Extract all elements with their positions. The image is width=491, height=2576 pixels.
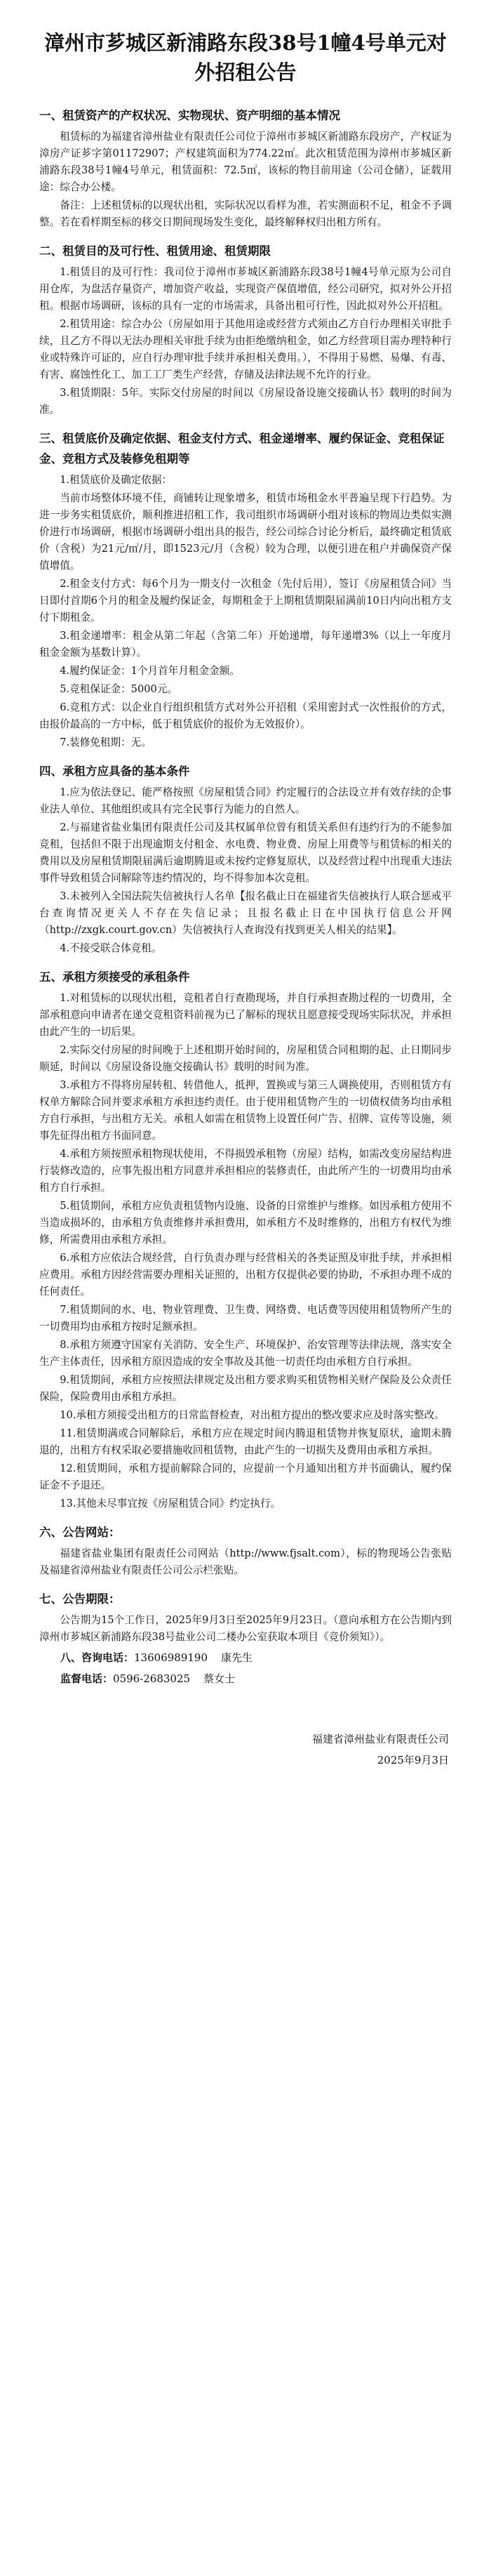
section-paragraph: 7.租赁期间的水、电、物业管理费、卫生费、网络费、电话费等因使用租赁物所产生的一切费用均由承租方按时足额承担。 [39, 1304, 452, 1333]
section-paragraph: 1.应为依法登记、能严格按照《房屋租赁合同》约定履行的合法设立并有效存续的企事业法人单位、其他组织或具有完全民事行为能力的自然人。 [39, 786, 452, 815]
section-paragraph: 公告期为15个工作日，2025年9月3日至2025年9月23日。（意向承租方在公告期内到漳州市芗城区新浦路东段38号盐业公司二楼办公室获取本项目《竞价须知》）。 [39, 1614, 452, 1643]
section-heading: 四、承租方应具备的基本条件 [39, 765, 190, 778]
section-paragraph: 2.租金支付方式：每6个月为一期支付一次租金（先付后用），签订《房屋租赁合同》当日即付首期6个月的租金及履约保证金，每期租金于上期租赁期限届满前10日内向出租方支付下期租金。 [39, 578, 452, 623]
contact-label: 八、咨询电话： [60, 1651, 135, 1664]
section-heading: 二、租赁目的及可行性、租赁用途、租赁期限 [39, 244, 271, 258]
section-paragraph: 2.租赁用途：综合办公（房屋如用于其他用途或经营方式须由乙方自行办理相关审批手续，且乙方不得以无法办理相关审批手续为由拒绝缴纳租金，如乙方经营项目需办理特种行业或特殊许可证的，应自行办理审批手续并承担相关费用。），不得用于易燃、易爆、有毒、有害、腐蚀性化工、加工工厂类生产经营，存储及法律法规不允许的行业。 [39, 318, 452, 381]
section-heading: 三、租赁底价及确定依据、租金支付方式、租金递增率、履约保证金、竞租保证金、竞租方式及装修免租期等 [39, 432, 445, 465]
section-paragraph: 2.与福建省盐业集团有限责任公司及其权属单位曾有租赁关系但有违约行为的不能参加竞租，包括但不限于出现逾期支付租金、水电费、物业费、房屋上用费等与租赁标的相关的费用以及房屋租赁期限届满后逾期腾退或未按约定修复原状，以及经营过程中出现重大违法事件导致租赁合同解除等违约情况的，均不得参加本次竞租。 [39, 821, 452, 884]
section-paragraph: 备注：上述租赁标的以现状出租，实际状况以看样为准，若实测面积不足，租金不予调整。若在看样期至标的移交日期间现场发生变化，最终解释权归出租方所有。 [39, 199, 452, 228]
contact-number: 13606989190 [134, 1651, 208, 1664]
contact-person: 蔡女士 [203, 1672, 236, 1685]
section-paragraph: 11.租赁期满或合同解除后，承租方应在规定时间内腾退租赁物并恢复原状，逾期未腾退的，出租方有权采取必要措施收回租赁物，由此产生的一切损失及费用由承租方承担。 [39, 1427, 452, 1456]
section-paragraph: 9.租赁期间，承租方应按照法律规定及出租方要求购买租赁物相关财产保险及公众责任保险，保险费用由承租方承担。 [39, 1374, 452, 1403]
section-paragraph: 租赁标的为福建省漳州盐业有限责任公司位于漳州市芗城区新浦路东段房产，产权证为漳房产证芗字第01172907；产权建筑面积为774.22㎡。此次租赁范围为漳州市芗城区新浦路东段38号1幢4号单元，租赁面积：72.5㎡，该标的物目前用途（公司仓储），证载用途：综合办公楼。 [39, 131, 452, 193]
section-paragraph: 8.承租方须遵守国家有关消防、安全生产、环境保护、治安管理等法律法规，落实安全生产主体责任，因承租方原因造成的安全事故及其他一切责任均由承租方自行承担。 [39, 1339, 452, 1368]
section-paragraph: 福建省盐业集团有限责任公司网站（http://www.fjsalt.com），标的物现场公告张贴及福建省漳州盐业有限责任公司公示栏张贴。 [39, 1547, 452, 1576]
section-paragraph: 1.对租赁标的以现状出租，竞租者自行查勘现场，并自行承担查勘过程的一切费用，全部承租意向申请者在递交竞租资料前视为已了解标的现状且愿意接受现场实际状况，并承担由此产生的一切后果。 [39, 992, 452, 1038]
section-paragraph: 10.承租方须接受出租方的日常监督检查，对出租方提出的整改要求应及时落实整改。 [60, 1409, 445, 1421]
section-paragraph: 13.其他未尽事宜按《房屋租赁合同》约定执行。 [60, 1498, 281, 1510]
contact-line [39, 1668, 452, 1689]
section-6 [39, 1522, 452, 1579]
signature-block [39, 1729, 452, 1771]
section-paragraph: 当前市场整体环境不佳，商铺转让现象增多，租赁市场租金水平普遍呈现下行趋势。为进一步务实租赁底价，顺利推进招租工作，我司组织市场调研小组对该标的物周边类似实测价进行市场调研，根据市场调研小组出具的报告，经公司综合讨论分析后，最终确定租赁底价（含税）为21元/㎡/月，即1523元/月（含税）较为合理，以便引进在租户并确保资产保值增值。 [39, 492, 452, 572]
section-heading: 六、公告网站： [39, 1526, 121, 1539]
section-paragraph: 1.租赁目的及可行性：我司位于漳州市芗城区新浦路东段38号1幢4号单元原为公司自用仓库，为盘活存量资产，增加资产收益，实现资产保值增值，经公司研究，拟对外公开招租。根据市场调研，该标的具有一定的市场需求，具备出租可行性，因此拟对外公开招租。 [39, 266, 452, 312]
section-7 [39, 1589, 452, 1646]
signature-company: 福建省漳州盐业有限责任公司 [311, 1733, 449, 1745]
section-paragraph: 3.承租方不得将房屋转租、转借他人，抵押，置换或与第三人调换使用，否则租赁方有权单方解除合同并要求承租方承担违约责任。由于使用租赁物产生的一切债权债务均由承租方自行承担，与出租方无关。承租人如需在租赁物上设置任何广告、招牌、宣传等设施，须事先征得出租方书面同意。 [39, 1079, 452, 1142]
signature-date: 2025年9月3日 [377, 1754, 449, 1766]
section-paragraph: 4.承租方须按照承租物现状使用，不得损毁承租物（房屋）结构，如需改变房屋结构进行装修改造的，应事先报出租方同意并承担相应的装修责任，由此所产生的一切费用均由承租方自行承担。 [39, 1148, 452, 1194]
section-heading: 五、承租方须接受的承租条件 [39, 970, 190, 984]
section-1 [39, 105, 452, 231]
section-paragraph: 3.租赁期限：5年。实际交付房屋的时间以《房屋设备设施交接确认书》载明的时间为准。 [39, 387, 452, 416]
contact-label: 监督电话： [60, 1672, 114, 1685]
section-heading: 一、租赁资产的产权状况、实物现状、资产明细的基本情况 [39, 109, 340, 122]
contact-block [39, 1647, 452, 1689]
contact-number: 0596-2683025 [113, 1672, 191, 1685]
section-3 [39, 428, 452, 751]
section-paragraph: 7.装修免租期：无。 [60, 737, 152, 748]
section-2 [39, 241, 452, 418]
contact-gap [190, 1672, 203, 1685]
section-5 [39, 967, 452, 1512]
section-paragraph: 2.实际交付房屋的时间晚于上述租期开始时间的，房屋租赁合同租期的起、止日期同步顺延，时间以《房屋设备设施交接确认书》载明的时间为准。 [39, 1044, 452, 1073]
section-paragraph: 4.履约保证金：1个月首年月租金金额。 [60, 665, 240, 677]
announcement-body [39, 105, 452, 1646]
section-paragraph: 5.租赁期间，承租方应负责租赁物内设施、设备的日常维护与维修。如因承租方使用不当造成损坏的，由承租方负责维修并承担费用，如承租方不及时维修的，出租方有权代为维修，所需费用由承租方承担。 [39, 1200, 452, 1246]
contact-gap [208, 1651, 221, 1664]
section-paragraph: 6.承租方应依法合规经营，自行负责办理与经营相关的各类证照及审批手续，并承担相应费用。承租方因经营需要办理相关证照的，出租方仅提供必要的协助，不承担办理不成的任何责任。 [39, 1252, 452, 1297]
section-paragraph: 5.竞租保证金：5000元。 [60, 683, 178, 695]
section-heading: 七、公告期限： [39, 1592, 121, 1606]
contact-person: 康先生 [221, 1651, 253, 1664]
page-title: 漳州市芗城区新浦路东段38号1幢4号单元对外招租公告 [44, 31, 447, 84]
section-paragraph: 1.租赁底价及确定依据： [60, 474, 173, 486]
section-4 [39, 761, 452, 957]
section-paragraph: 3.租金递增率：租金从第二年起（含第二年）开始递增，每年递增3%（以上一年度月租金金额为基数计算）。 [39, 630, 452, 659]
section-paragraph: 3.未被列入全国法院失信被执行人名单【报名截止日在福建省失信被执行人联合惩戒平台查询情况更关人不存在失信记录；且报名截止日在中国执行信息公开网（http://zxgk.court.gov.cn）失信被执行人查询没有找到更关人相关的结果】。 [39, 890, 452, 936]
section-paragraph: 4.不接受联合体竞租。 [60, 942, 162, 954]
section-paragraph: 12.租赁期间，承租方提前解除合同的，应提前一个月通知出租方并书面确认，履约保证金不予退还。 [39, 1462, 452, 1491]
contact-line [39, 1647, 452, 1668]
section-paragraph: 6.竞租方式：以企业自行组织租赁方式对外公开招租（采用密封式一次性报价的方式，由报价最高的一方中标，低于租赁底价的报价为无效报价）。 [39, 701, 452, 730]
